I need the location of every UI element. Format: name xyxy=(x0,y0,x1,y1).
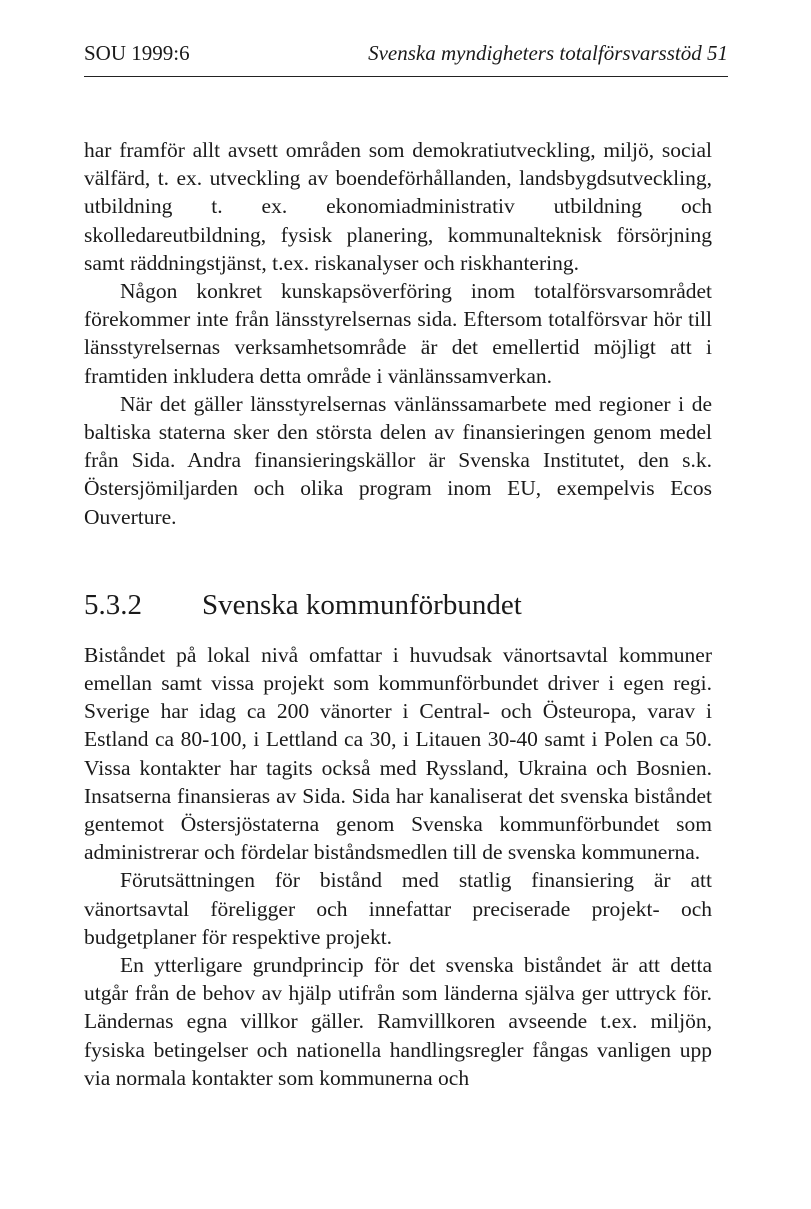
paragraph: har framför allt avsett områden som demokratiutveckling, miljö, social välfärd, t. ex. utveckling av boendeförhållanden, landsbygdsutveckling, utbildning t. ex. ekonomiadministrativ utbildning och skolledareutbildning, fysisk planering, kommunalteknisk försörjning samt räddningstjänst, t.ex. riskanalyser och riskhantering. xyxy=(84,138,712,275)
paragraph: Någon konkret kunskapsöverföring inom totalförsvarsområdet förekommer inte från länsstyrelsernas sida. Eftersom totalförsvar hör till länsstyrelsernas verksamhetsområde är det emellertid möjligt att i framtiden inkludera detta område i vänlänssamverkan. xyxy=(84,279,712,388)
paragraph: Biståndet på lokal nivå omfattar i huvudsak vänortsavtal kommuner emellan samt vissa projekt som kommunförbundet driver i egen regi. Sverige har idag ca 200 vänorter i Central- och Östeuropa, varav i Estland ca 80-100, i Lettland ca 30, i Litauen 30-40 samt i Polen ca 50. Vissa kontakter har tagits också med Ryssland, Ukraina och Bosnien. Insatserna finansieras av Sida. Sida har kanaliserat det svenska biståndet gentemot Östersjöstaterna genom Svenska kommunförbundet som administrerar och fördelar biståndsmedlen till de svenska kommunerna. xyxy=(84,642,712,865)
section-heading xyxy=(84,587,712,623)
header-report-number: SOU 1999:6 xyxy=(84,41,190,65)
paragraph: När det gäller länsstyrelsernas vänlänssamarbete med regioner i de baltiska staterna sker den största delen av finansieringen genom medel från Sida. Andra finansieringskällor är Svenska Institutet, den s.k. Östersjömiljarden och olika program inom EU, exempelvis Ecos Ouverture. xyxy=(84,391,712,529)
body-text xyxy=(84,136,712,1092)
header-divider xyxy=(84,76,728,77)
paragraph: En ytterligare grundprincip för det svenska biståndet är att detta utgår från de behov av hjälp utifrån som länderna själva ger uttryck för. Ländernas egna villkor gäller. Ramvillkoren avseende t.ex. miljön, fysiska betingelser och nationella handlingsregler fångas vanligen upp via normala kontakter som kommunerna och xyxy=(84,953,712,1090)
running-header xyxy=(84,36,728,70)
section-number: 5.3.2 xyxy=(84,588,142,621)
paragraph: Förutsättningen för bistånd med statlig finansiering är att vänortsavtal föreligger och innefattar preciserade projekt- och budgetplaner för respektive projekt. xyxy=(84,868,712,949)
section-title: Svenska kommunförbundet xyxy=(202,588,522,621)
header-chapter-title: Svenska myndigheters totalförsvarsstöd 51 xyxy=(368,41,728,65)
